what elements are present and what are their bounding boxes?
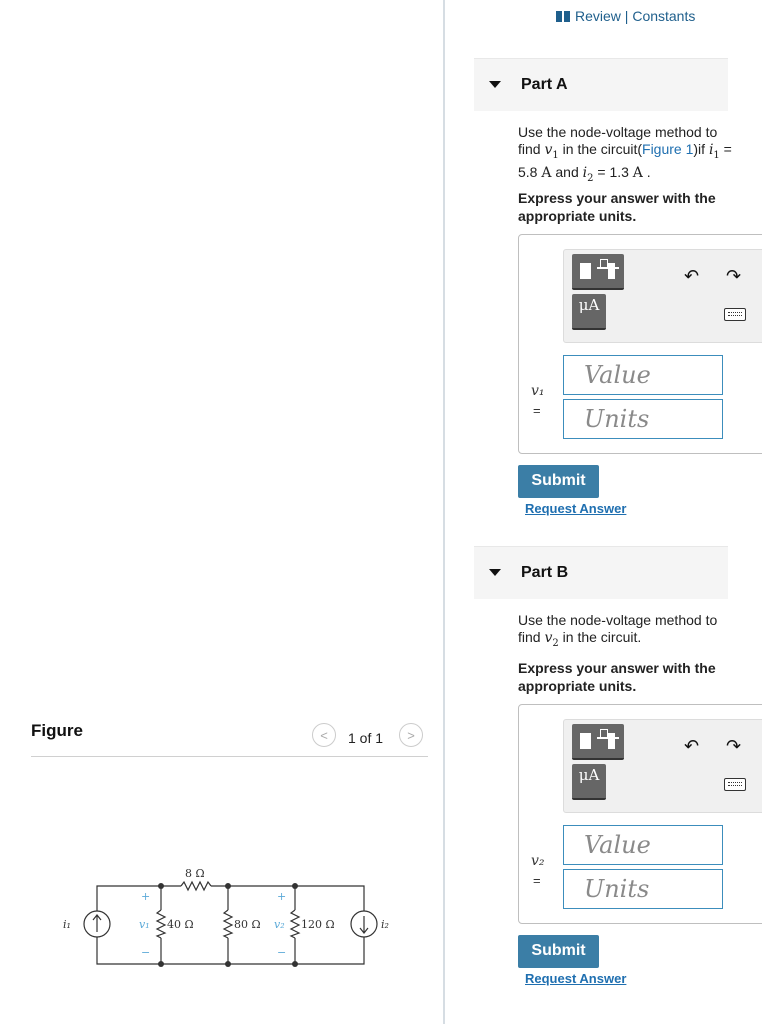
keyboard-icon[interactable] (724, 308, 746, 321)
collapse-triangle-icon[interactable] (489, 569, 501, 576)
label-v2: v₂ (274, 918, 285, 931)
v2-minus: − (277, 946, 287, 959)
next-figure-button[interactable]: > (399, 723, 423, 747)
equals-sign: = (533, 873, 541, 888)
part-b-request-answer-link[interactable]: Request Answer (525, 971, 627, 986)
value-input[interactable]: Value (563, 825, 723, 865)
redo-icon[interactable]: ↷ (726, 736, 742, 756)
part-b-header[interactable] (474, 546, 728, 599)
v2-plus: + (277, 890, 287, 903)
units-button[interactable]: μA (572, 294, 606, 330)
circuit-diagram (55, 862, 405, 972)
review-link[interactable]: Review (575, 8, 621, 24)
figure-pager: 1 of 1 (348, 730, 384, 746)
book-icon (556, 11, 570, 22)
label-i2: i₂ (381, 918, 389, 931)
part-a-prompt: Use the node-voltage method to find $v_1$ in the circuit(Figure 1)if $i_1 = 5.8$ A and $i_2 = 1.3$ A . (518, 124, 732, 184)
part-b-express: Express your answer with the appropriate units. (518, 660, 716, 694)
review-constants-links: Review | Constants (556, 8, 695, 24)
undo-icon[interactable]: ↶ (684, 266, 700, 286)
figure-title: Figure (31, 721, 83, 740)
variable-label: v₁ (531, 383, 545, 399)
collapse-triangle-icon[interactable] (489, 81, 501, 88)
v1-plus: + (141, 890, 151, 903)
template-icon[interactable] (572, 724, 624, 760)
template-icon[interactable] (572, 254, 624, 290)
label-120ohm: 120 Ω (301, 918, 335, 931)
undo-icon[interactable]: ↶ (684, 736, 700, 756)
v1-minus: − (141, 946, 151, 959)
label-80ohm: 80 Ω (234, 918, 261, 931)
value-input[interactable]: Value (563, 355, 723, 395)
part-b-prompt: Use the node-voltage method to find $v_2$ in the circuit. (518, 612, 718, 649)
constants-link[interactable]: Constants (632, 8, 696, 24)
part-a-submit-button[interactable]: Submit (518, 465, 599, 498)
part-b-title: Part B (521, 564, 569, 581)
part-a-answer-box (518, 234, 762, 454)
math-toolbar (563, 719, 762, 813)
redo-icon[interactable]: ↷ (726, 266, 742, 286)
part-a-request-answer-link[interactable]: Request Answer (525, 501, 627, 516)
part-b-submit-button[interactable]: Submit (518, 935, 599, 968)
panel-divider (443, 0, 445, 1024)
prev-figure-button[interactable]: < (312, 723, 336, 747)
units-input[interactable]: Units (563, 869, 723, 909)
keyboard-icon[interactable] (724, 778, 746, 791)
part-a-header[interactable] (474, 58, 728, 111)
equals-sign: = (533, 403, 541, 418)
part-a-title: Part A (521, 76, 568, 93)
label-8ohm: 8 Ω (185, 867, 205, 880)
figure-link[interactable]: Figure 1 (642, 141, 694, 157)
label-i1: i₁ (63, 918, 71, 931)
units-button[interactable]: μA (572, 764, 606, 800)
part-a-express: Express your answer with the appropriate units. (518, 190, 716, 224)
math-toolbar (563, 249, 762, 343)
figure-divider (31, 756, 428, 757)
label-40ohm: 40 Ω (167, 918, 194, 931)
units-input[interactable]: Units (563, 399, 723, 439)
part-b-answer-box (518, 704, 762, 924)
label-v1: v₁ (139, 918, 150, 931)
variable-label: v₂ (531, 853, 545, 869)
